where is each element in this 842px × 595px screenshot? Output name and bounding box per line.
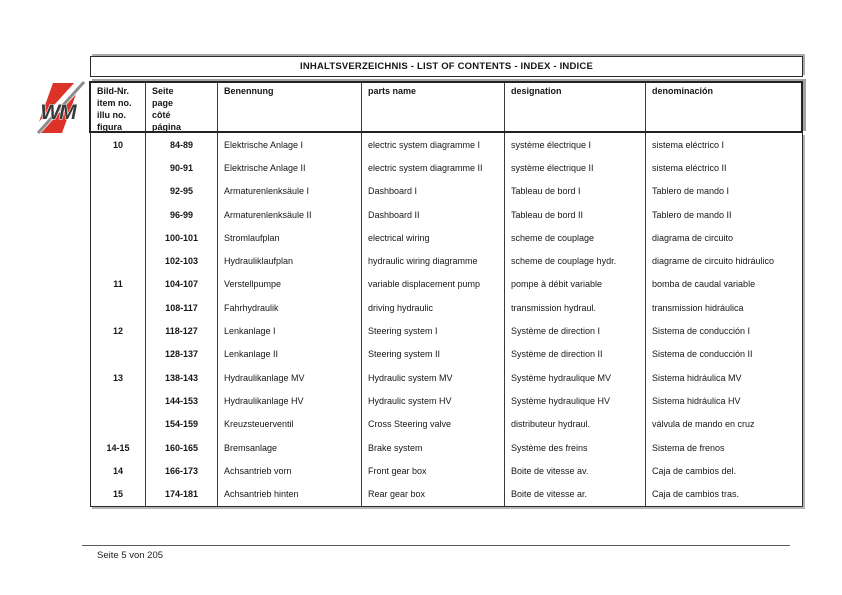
table-cell: Sistema de conducción I (652, 326, 751, 337)
wm-logo (31, 81, 85, 135)
table-cell: Caja de cambios tras. (652, 489, 740, 500)
table-cell: distributeur hydraul. (505, 413, 646, 436)
table-cell: 13 (91, 366, 146, 389)
table-cell: Tablero de mando II (652, 209, 732, 220)
table-cell: 144-153 (146, 389, 218, 412)
table-cell (91, 203, 146, 226)
table-cell (91, 180, 146, 203)
table-cell: Tableau de bord II (505, 203, 646, 226)
table-cell: 12 (91, 319, 146, 342)
table-cell: Système de direction I (505, 319, 646, 342)
header-line: denominación (652, 86, 714, 96)
table-body (90, 133, 803, 507)
table-cell: système électrique II (505, 156, 646, 179)
col-header-benennung (218, 83, 362, 131)
table-cell: 15 (91, 482, 146, 505)
table-cell: Kreuzsteuerventil (218, 413, 362, 436)
table-cell: 160-165 (146, 436, 218, 459)
table-cell: diagrama de circuito (652, 232, 734, 243)
table-cell: Hydraulic system MV (362, 366, 505, 389)
wm-logo-icon (31, 81, 85, 135)
header-line: item no. (97, 98, 132, 108)
table-cell: Elektrische Anlage II (218, 156, 362, 179)
table-cell: 14-15 (91, 436, 146, 459)
table-cell: Dashboard I (362, 180, 505, 203)
table-cell: sistema eléctrico I (652, 139, 725, 150)
table-cell: 108-117 (146, 296, 218, 319)
table-cell: 90-91 (146, 156, 218, 179)
table-cell: diagrame de circuito hidráulico (652, 256, 775, 267)
table-cell: Stromlaufplan (218, 226, 362, 249)
col-header-denominacion (646, 83, 801, 131)
table-cell: Sistema hidráulica MV (652, 372, 742, 383)
table-cell: 138-143 (146, 366, 218, 389)
table-cell: Hydraulic system HV (362, 389, 505, 412)
header-line: page (152, 98, 174, 108)
header-line: illu no. (97, 110, 126, 120)
table-cell: Front gear box (362, 459, 505, 482)
table-cell: Hydraulikanlage HV (218, 389, 362, 412)
table-cell: 100-101 (146, 226, 218, 249)
header-line: página (152, 122, 182, 131)
header-line: côté (152, 110, 171, 120)
table-cell: Tablero de mando I (652, 186, 730, 197)
header-line: Benennung (224, 86, 274, 96)
header-line: Seite (152, 86, 174, 96)
table-cell: 84-89 (146, 133, 218, 156)
col-header-seite (146, 83, 218, 131)
table-cell: sistema eléctrico II (652, 162, 727, 173)
table-cell (91, 343, 146, 366)
table-cell: Armaturenlenksäule II (218, 203, 362, 226)
table-cell: válvula de mando en cruz (652, 419, 755, 430)
col-header-bild-nr (91, 83, 146, 131)
table-cell: driving hydraulic (362, 296, 505, 319)
table-cell: Brake system (362, 436, 505, 459)
col-header-designation (505, 83, 646, 131)
page-title: INHALTSVERZEICHNIS - LIST OF CONTENTS - INDEX - INDICE (300, 61, 593, 72)
table-cell: Rear gear box (362, 482, 505, 505)
table-cell: scheme de couplage (505, 226, 646, 249)
table-cell: hydraulic wiring diagramme (362, 249, 505, 272)
table-cell: Sistema hidráulica HV (652, 395, 741, 406)
table-cell: Verstellpumpe (218, 273, 362, 296)
table-cell: Steering system I (362, 319, 505, 342)
table-cell: Lenkanlage II (218, 343, 362, 366)
table-cell: 92-95 (146, 180, 218, 203)
table-cell: Cross Steering valve (362, 413, 505, 436)
table-cell: 118-127 (146, 319, 218, 342)
table-cell: Achsantrieb hinten (218, 482, 362, 505)
table-cell: 11 (91, 273, 146, 296)
title-box (90, 56, 803, 77)
footer-rule (82, 545, 790, 546)
table-cell: Bremsanlage (218, 436, 362, 459)
table-cell: Sistema de frenos (652, 442, 725, 453)
table-cell (91, 156, 146, 179)
table-cell: bomba de caudal variable (652, 279, 756, 290)
table-cell: Sistema de conducción II (652, 349, 753, 360)
table-cell (91, 296, 146, 319)
table-cell: variable displacement pump (362, 273, 505, 296)
table-cell (91, 389, 146, 412)
table-cell (91, 413, 146, 436)
table-cell: système électrique I (505, 133, 646, 156)
table-header (89, 81, 803, 133)
table-cell: 10 (91, 133, 146, 156)
table-cell: transmission hydraul. (505, 296, 646, 319)
table-cell: Dashboard II (362, 203, 505, 226)
table-cell: Tableau de bord I (505, 180, 646, 203)
table-cell: Boite de vitesse ar. (505, 482, 646, 505)
table-cell: 96-99 (146, 203, 218, 226)
table-cell: 104-107 (146, 273, 218, 296)
header-line: Bild-Nr. (97, 86, 130, 96)
table-cell: pompe à débit variable (505, 273, 646, 296)
table-cell: Système des freins (505, 436, 646, 459)
table-cell: transmission hidráulica (652, 302, 744, 313)
table-cell: electric system diagramme I (362, 133, 505, 156)
table-cell: Steering system II (362, 343, 505, 366)
table-cell: electrical wiring (362, 226, 505, 249)
table-cell: Armaturenlenksäule I (218, 180, 362, 203)
table-cell: scheme de couplage hydr. (505, 249, 646, 272)
wm-logo-text: WM (40, 101, 76, 124)
table-cell: Achsantrieb vorn (218, 459, 362, 482)
table-cell: electric system diagramme II (362, 156, 505, 179)
table-cell (91, 249, 146, 272)
table-cell: Hydrauliklaufplan (218, 249, 362, 272)
table-cell: Système de direction II (505, 343, 646, 366)
table-cell: Boite de vitesse av. (505, 459, 646, 482)
table-cell: Elektrische Anlage I (218, 133, 362, 156)
table-cell: Hydraulikanlage MV (218, 366, 362, 389)
table-cell: Lenkanlage I (218, 319, 362, 342)
table-cell: Caja de cambios del. (652, 465, 737, 476)
table-cell: 166-173 (146, 459, 218, 482)
table-cell: 128-137 (146, 343, 218, 366)
table-cell: Fahrhydraulik (218, 296, 362, 319)
page-number: Seite 5 von 205 (97, 550, 164, 561)
table-cell (91, 226, 146, 249)
table-cell: 174-181 (146, 482, 218, 505)
header-line: figura (97, 122, 123, 131)
header-line: parts name (368, 86, 417, 96)
header-line: designation (511, 86, 562, 96)
table-cell: 154-159 (146, 413, 218, 436)
col-header-parts-name (362, 83, 505, 131)
table-cell: 14 (91, 459, 146, 482)
table-cell: Système hydraulique MV (505, 366, 646, 389)
table-cell: Système hydraulique HV (505, 389, 646, 412)
table-cell: 102-103 (146, 249, 218, 272)
